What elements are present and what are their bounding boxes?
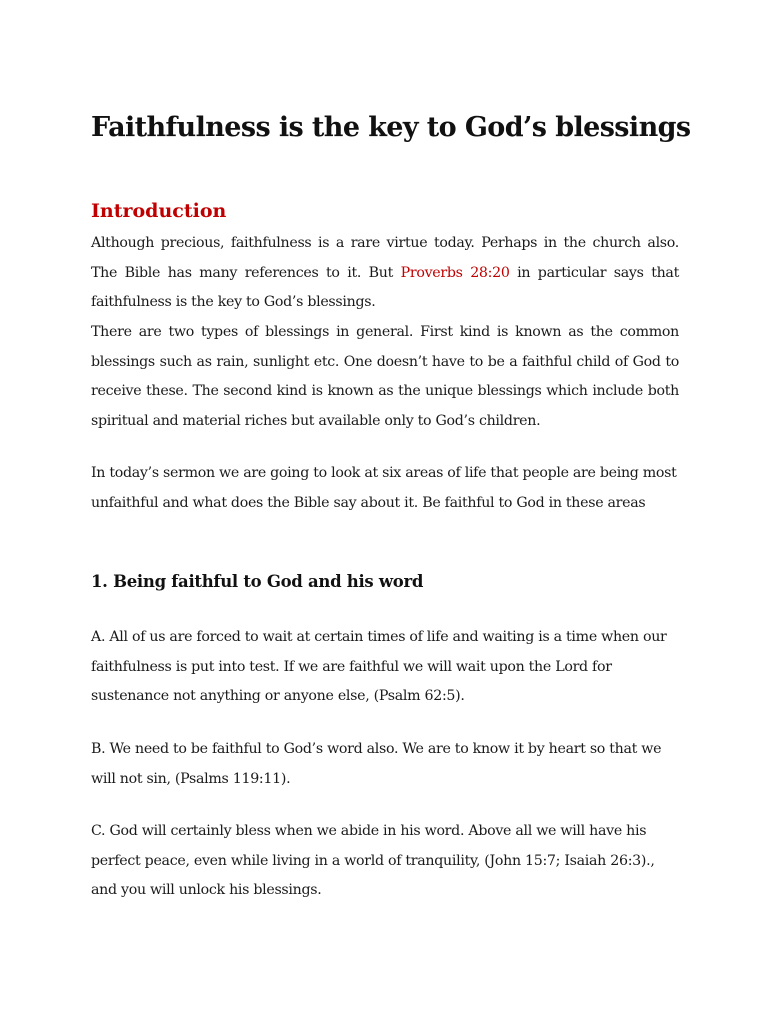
section-1-point-a: A. All of us are forced to wait at certain times of life and waiting is a time when our faithfulness is put into test. If we are faithful we will wait upon the Lord for sustenance not anything or anyone else, (Psalm 62:5). (91, 629, 667, 705)
intro-paragraph-1-text-a: Although precious, faithfulness is a rare virtue today. Perhaps in the church also. The Bible has many references to it. But (91, 235, 679, 281)
section-1-point-b: B. We need to be faithful to God’s word also. We are to know it by heart so that we will not sin, (Psalms 119:11). (91, 741, 662, 787)
section-1-heading: 1. Being faithful to God and his word (91, 572, 424, 591)
proverbs-reference: Proverbs 28:20 (400, 264, 510, 281)
intro-paragraph-2: There are two types of blessings in general. First kind is known as the common blessings such as rain, sunlight etc. One doesn’t have to be a faithful child of God to receive these. The second kind is known as the unique blessings which include both spiritual and material riches but available only to God’s children. (91, 324, 679, 429)
document-title: Faithfulness is the key to God’s blessings (91, 112, 691, 143)
section-1-point-c: C. God will certainly bless when we abide in his word. Above all we will have his perfect peace, even while living in a world of tranquility, (John 15:7; Isaiah 26:3)., and you will unlock his blessings. (91, 823, 655, 899)
intro-paragraph-1 (91, 229, 679, 318)
intro-paragraph-1-text-b: in particular says that faithfulness is the key to God’s blessings. (91, 264, 679, 311)
intro-paragraph-3: In today’s sermon we are going to look at six areas of life that people are being most unfaithful and what does the Bible say about it. Be faithful to God in these areas (91, 465, 677, 511)
introduction-heading: Introduction (91, 200, 227, 222)
